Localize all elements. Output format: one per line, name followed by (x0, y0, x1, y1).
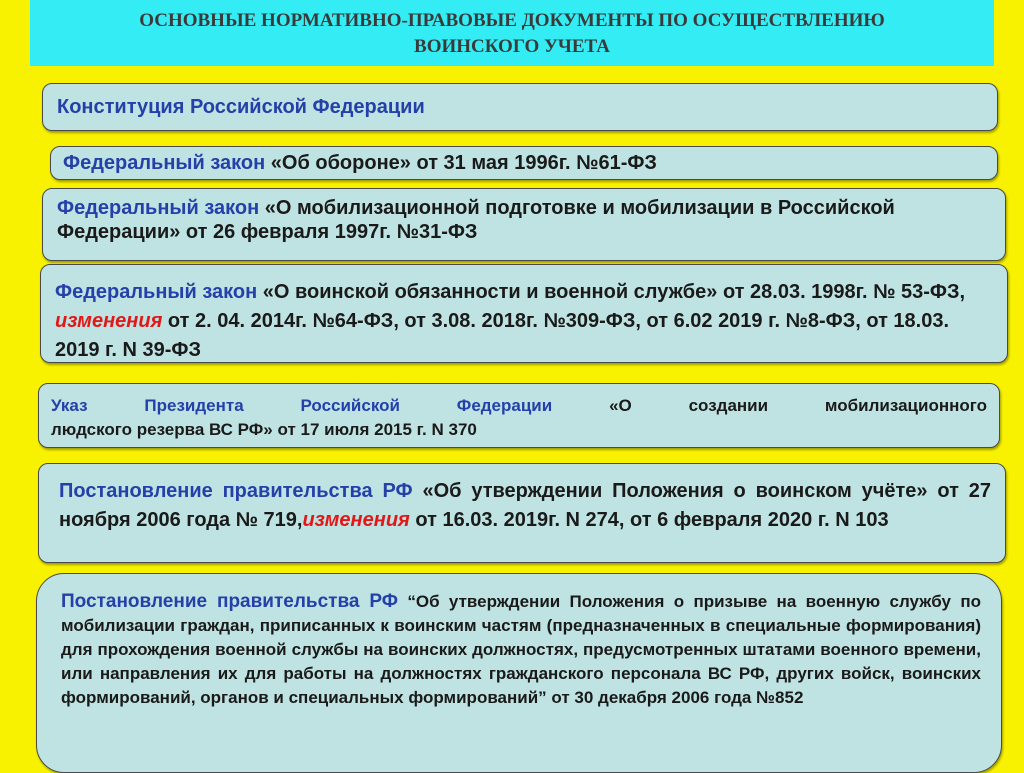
page-header (30, 0, 994, 66)
doc-law-defense (50, 146, 998, 180)
decree-type: Указ Президента Российской Федерации (51, 396, 553, 415)
doc-law-defense-type: Федеральный закон (63, 152, 266, 174)
doc-law-military-service-changes: изменения (55, 310, 163, 332)
resolution-719-rf: РФ (372, 480, 413, 502)
doc-presidential-decree (38, 383, 1000, 448)
resolution-719-text-a: «Об утверждении Положения о воинском учёте» от 27 ноября 2006 года № 719, (59, 480, 991, 531)
resolution-719-changes: изменения (302, 509, 410, 531)
doc-law-mobilization (42, 188, 1006, 261)
doc-law-defense-text: «Об обороне» от 31 мая 1996г. №61-ФЗ (265, 152, 657, 174)
decree-line-1 (51, 394, 987, 418)
decree-text-a: «О создании мобилизационного (552, 396, 987, 415)
doc-law-military-service-type: Федеральный закон (55, 281, 258, 303)
doc-law-mobilization-text: «О мобилизационной подготовке и мобилизации в Российской Федерации» от 26 февраля 1997г. №31-ФЗ (57, 197, 895, 243)
resolution-719-type: Постановление правительства (59, 480, 373, 502)
doc-gov-resolution-852 (36, 573, 1002, 773)
doc-constitution-title: Конституция Российской Федерации (57, 96, 425, 118)
decree-line-2: людского резерва ВС РФ» от 17 июля 2015 г. N 370 (51, 420, 477, 439)
header-line-1: ОСНОВНЫЕ НОРМАТИВНО-ПРАВОВЫЕ ДОКУМЕНТЫ ПО ОСУЩЕСТВЛЕНИЮ (139, 10, 885, 31)
doc-gov-resolution-719 (38, 463, 1006, 563)
header-line-2: ВОИНСКОГО УЧЕТА (414, 36, 610, 57)
doc-law-mobilization-type: Федеральный закон (57, 197, 260, 219)
resolution-719-text-b: от 16.03. 2019г. N 274, от 6 февраля 2020 г. N 103 (409, 509, 889, 531)
doc-law-military-service-text-a: «О воинской обязанности и военной службе» от 28.03. 1998г. № 53-ФЗ, (257, 281, 966, 303)
resolution-852-type: Постановление правительства РФ (61, 591, 399, 612)
doc-law-military-service-text-b: от 2. 04. 2014г. №64-ФЗ, от 3.08. 2018г. №309-ФЗ, от 6.02 2019 г. №8-ФЗ, от 18.03. 2019 г. N 39-ФЗ (55, 310, 950, 361)
resolution-852-text: “Об утверждении Положения о призыве на военную службу по мобилизации граждан, приписанных к воинским частям (предназначенных в специальные формирования) для прохождения военной службы на воинских должностях, предусмотренных штатами военного времени, или направления их для работы на должностях гражданского персонала ВС РФ, других войск, воинских формирований, органов и специальных формирований” от 30 декабря 2006 года №852 (61, 592, 981, 707)
doc-constitution (42, 83, 998, 131)
doc-law-military-service (40, 264, 1008, 363)
